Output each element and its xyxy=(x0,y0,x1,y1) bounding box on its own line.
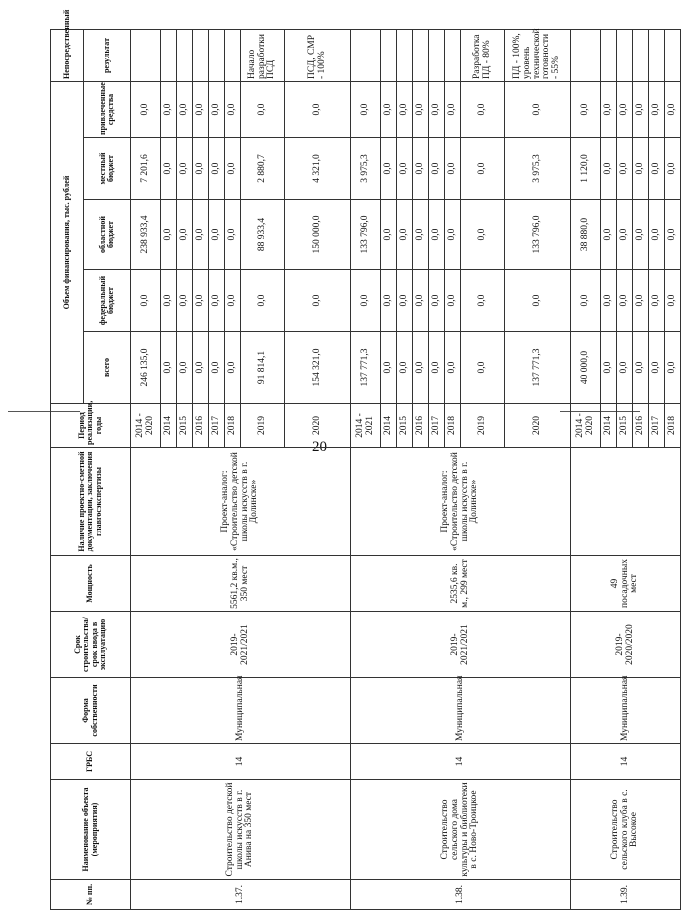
header-period: Период реализации, годы xyxy=(51,404,131,448)
cell-local: 0,0 xyxy=(633,138,649,200)
project-design: Проект-аналог: «Строительство детской школы искусств в г. Долинске» xyxy=(351,448,571,556)
cell-federal: 0,0 xyxy=(665,270,681,332)
cell-local: 0,0 xyxy=(461,138,505,200)
cell-local: 0,0 xyxy=(617,138,633,200)
cell-regional: 88 933,4 xyxy=(241,200,285,270)
cell-federal: 0,0 xyxy=(571,270,601,332)
cell-local: 3 975,3 xyxy=(505,138,571,200)
cell-federal: 0,0 xyxy=(177,270,193,332)
cell-federal: 0,0 xyxy=(209,270,225,332)
cell-total: 0,0 xyxy=(177,332,193,404)
project-name: Строительство сельского дома культуры и библиотеки в с. Ново-Троицкое xyxy=(351,780,571,880)
cell-local: 4 321,0 xyxy=(285,138,351,200)
header-name: Наименование объекта (мероприятия) xyxy=(51,780,131,880)
cell-regional: 0,0 xyxy=(649,200,665,270)
project-num: 1.37. xyxy=(131,880,351,910)
cell-federal: 0,0 xyxy=(601,270,617,332)
financing-table xyxy=(50,9,681,910)
cell-other: 0,0 xyxy=(665,82,681,138)
cell-federal: 0,0 xyxy=(381,270,397,332)
cell-total: 0,0 xyxy=(429,332,445,404)
project-term: 2019-2020/2020 xyxy=(571,612,681,678)
cell-federal: 0,0 xyxy=(285,270,351,332)
cell-period: 2014 xyxy=(381,404,397,448)
project-grbs: 14 xyxy=(351,744,571,780)
cell-period: 2014 - 2020 xyxy=(571,404,601,448)
header-result: результат xyxy=(84,30,131,82)
header-ownership: Форма собственности xyxy=(51,678,131,744)
cell-result xyxy=(131,30,161,82)
cell-total: 0,0 xyxy=(225,332,241,404)
cell-result xyxy=(601,30,617,82)
cell-result xyxy=(633,30,649,82)
cell-local: 0,0 xyxy=(649,138,665,200)
cell-local: 3 975,3 xyxy=(351,138,381,200)
cell-federal: 0,0 xyxy=(429,270,445,332)
cell-result: ПСД, СМР - 100% xyxy=(285,30,351,82)
cell-other: 0,0 xyxy=(381,82,397,138)
cell-total: 0,0 xyxy=(601,332,617,404)
cell-total: 154 321,0 xyxy=(285,332,351,404)
project-design: Проект-аналог: «Строительство детской школы искусств в г. Долинске» xyxy=(131,448,351,556)
header-total: всего xyxy=(84,332,131,404)
cell-result xyxy=(617,30,633,82)
cell-result: Разработка ПД - 80% xyxy=(461,30,505,82)
cell-regional: 38 880,0 xyxy=(571,200,601,270)
header-regional: областной бюджет xyxy=(84,200,131,270)
cell-federal: 0,0 xyxy=(413,270,429,332)
cell-period: 2017 xyxy=(209,404,225,448)
cell-period: 2017 xyxy=(649,404,665,448)
page-number: 20 xyxy=(312,439,327,455)
cell-local: 0,0 xyxy=(665,138,681,200)
cell-local: 7 201,6 xyxy=(131,138,161,200)
cell-other: 0,0 xyxy=(351,82,381,138)
cell-local: 0,0 xyxy=(177,138,193,200)
project-capacity: 49 посадочных мест xyxy=(571,556,681,612)
cell-period: 2014 xyxy=(601,404,617,448)
cell-other: 0,0 xyxy=(209,82,225,138)
cell-other: 0,0 xyxy=(241,82,285,138)
cell-local: 0,0 xyxy=(225,138,241,200)
header-other: привлеченные средства xyxy=(84,82,131,138)
cell-period: 2018 xyxy=(665,404,681,448)
cell-federal: 0,0 xyxy=(633,270,649,332)
table-body xyxy=(131,30,681,910)
cell-result xyxy=(571,30,601,82)
cell-regional: 0,0 xyxy=(429,200,445,270)
cell-period: 2020 xyxy=(285,404,351,448)
cell-regional: 0,0 xyxy=(665,200,681,270)
header-term: Срок строительства/срок ввода в эксплуатацию xyxy=(51,612,131,678)
cell-federal: 0,0 xyxy=(131,270,161,332)
cell-other: 0,0 xyxy=(649,82,665,138)
cell-period: 2020 xyxy=(505,404,571,448)
cell-regional: 133 796,0 xyxy=(505,200,571,270)
project-num: 1.38. xyxy=(351,880,571,910)
cell-period: 2015 xyxy=(397,404,413,448)
cell-regional: 0,0 xyxy=(225,200,241,270)
cell-result xyxy=(649,30,665,82)
cell-period: 2018 xyxy=(225,404,241,448)
cell-period: 2016 xyxy=(413,404,429,448)
cell-total: 91 814,1 xyxy=(241,332,285,404)
cell-local: 0,0 xyxy=(209,138,225,200)
cell-result xyxy=(445,30,461,82)
cell-local: 1 120,0 xyxy=(571,138,601,200)
cell-total: 40 000,0 xyxy=(571,332,601,404)
cell-total: 0,0 xyxy=(665,332,681,404)
cell-period: 2016 xyxy=(633,404,649,448)
header-grbs: ГРБС xyxy=(51,744,131,780)
cell-total: 0,0 xyxy=(381,332,397,404)
cell-local: 0,0 xyxy=(381,138,397,200)
cell-total: 0,0 xyxy=(209,332,225,404)
cell-period: 2018 xyxy=(445,404,461,448)
cell-local: 0,0 xyxy=(193,138,209,200)
cell-other: 0,0 xyxy=(571,82,601,138)
cell-result: ПД - 100%, уровень технической готовности - 55% xyxy=(505,30,571,82)
table-row xyxy=(571,30,601,910)
project-ownership: Муниципальная xyxy=(351,678,571,744)
cell-federal: 0,0 xyxy=(241,270,285,332)
cell-total: 0,0 xyxy=(161,332,177,404)
cell-result xyxy=(161,30,177,82)
cell-regional: 238 933,4 xyxy=(131,200,161,270)
cell-result xyxy=(193,30,209,82)
cell-federal: 0,0 xyxy=(617,270,633,332)
cell-regional: 0,0 xyxy=(381,200,397,270)
cell-other: 0,0 xyxy=(131,82,161,138)
cell-total: 0,0 xyxy=(461,332,505,404)
cell-regional: 0,0 xyxy=(445,200,461,270)
header-num: № пп. xyxy=(51,880,131,910)
cell-period: 2015 xyxy=(617,404,633,448)
cell-total: 0,0 xyxy=(617,332,633,404)
cell-local: 0,0 xyxy=(445,138,461,200)
cell-total: 0,0 xyxy=(397,332,413,404)
header-federal: федеральный бюджет xyxy=(84,270,131,332)
cell-other: 0,0 xyxy=(177,82,193,138)
table-row xyxy=(131,30,161,910)
cell-total: 0,0 xyxy=(633,332,649,404)
project-name: Строительство сельского клуба в с. Высокое xyxy=(571,780,681,880)
project-num: 1.39. xyxy=(571,880,681,910)
cell-period: 2014 - 2021 xyxy=(351,404,381,448)
cell-result xyxy=(665,30,681,82)
rotated-table-sheet xyxy=(50,9,677,910)
project-term: 2019-2021/2021 xyxy=(351,612,571,678)
cell-result xyxy=(381,30,397,82)
cell-result xyxy=(429,30,445,82)
cell-result xyxy=(225,30,241,82)
cell-federal: 0,0 xyxy=(649,270,665,332)
cell-local: 0,0 xyxy=(161,138,177,200)
cell-local: 0,0 xyxy=(413,138,429,200)
cell-result: Начало разработки ПСД xyxy=(241,30,285,82)
cell-period: 2014 xyxy=(161,404,177,448)
header-capacity: Мощность xyxy=(51,556,131,612)
project-capacity: 5561,2 кв.м., 350 мест xyxy=(131,556,351,612)
cell-period: 2019 xyxy=(241,404,285,448)
cell-other: 0,0 xyxy=(161,82,177,138)
cell-total: 137 771,3 xyxy=(351,332,381,404)
cell-other: 0,0 xyxy=(505,82,571,138)
project-capacity: 2535,6 кв. м., 299 мест xyxy=(351,556,571,612)
cell-total: 0,0 xyxy=(445,332,461,404)
project-ownership: Муниципальная xyxy=(571,678,681,744)
cell-federal: 0,0 xyxy=(397,270,413,332)
cell-regional: 0,0 xyxy=(177,200,193,270)
cell-regional: 0,0 xyxy=(397,200,413,270)
cell-regional: 150 000,0 xyxy=(285,200,351,270)
cell-federal: 0,0 xyxy=(161,270,177,332)
cell-federal: 0,0 xyxy=(445,270,461,332)
cell-other: 0,0 xyxy=(617,82,633,138)
project-ownership: Муниципальная xyxy=(131,678,351,744)
project-grbs: 14 xyxy=(131,744,351,780)
cell-federal: 0,0 xyxy=(193,270,209,332)
header-design: Наличие проектно-сметной документации, заключения главгосэкспертизы xyxy=(51,448,131,556)
cell-other: 0,0 xyxy=(397,82,413,138)
cell-other: 0,0 xyxy=(633,82,649,138)
cell-other: 0,0 xyxy=(429,82,445,138)
cell-result xyxy=(177,30,193,82)
cell-federal: 0,0 xyxy=(461,270,505,332)
cell-federal: 0,0 xyxy=(351,270,381,332)
cell-regional: 0,0 xyxy=(413,200,429,270)
cell-regional: 0,0 xyxy=(461,200,505,270)
cell-total: 0,0 xyxy=(649,332,665,404)
cell-total: 0,0 xyxy=(193,332,209,404)
cell-period: 2017 xyxy=(429,404,445,448)
project-term: 2019-2021/2021 xyxy=(131,612,351,678)
cell-regional: 133 796,0 xyxy=(351,200,381,270)
header-financing: Объем финансирования, тыс. рублей xyxy=(51,82,84,404)
cell-period: 2014 - 2020 xyxy=(131,404,161,448)
cell-other: 0,0 xyxy=(413,82,429,138)
cell-period: 2016 xyxy=(193,404,209,448)
cell-other: 0,0 xyxy=(601,82,617,138)
cell-regional: 0,0 xyxy=(633,200,649,270)
cell-local: 0,0 xyxy=(601,138,617,200)
header-local: местный бюджет xyxy=(84,138,131,200)
cell-regional: 0,0 xyxy=(617,200,633,270)
cell-federal: 0,0 xyxy=(225,270,241,332)
cell-regional: 0,0 xyxy=(193,200,209,270)
cell-regional: 0,0 xyxy=(161,200,177,270)
project-design xyxy=(571,448,681,556)
cell-period: 2015 xyxy=(177,404,193,448)
cell-other: 0,0 xyxy=(461,82,505,138)
cell-other: 0,0 xyxy=(445,82,461,138)
cell-regional: 0,0 xyxy=(601,200,617,270)
cell-total: 137 771,3 xyxy=(505,332,571,404)
cell-result xyxy=(209,30,225,82)
cell-result xyxy=(413,30,429,82)
cell-other: 0,0 xyxy=(225,82,241,138)
cell-total: 0,0 xyxy=(413,332,429,404)
cell-local: 0,0 xyxy=(429,138,445,200)
project-name: Строительство детской школы искусств в г. Анива на 350 мест xyxy=(131,780,351,880)
cell-federal: 0,0 xyxy=(505,270,571,332)
header-result-group: Непосредственный xyxy=(51,30,84,82)
cell-total: 246 135,0 xyxy=(131,332,161,404)
cell-period: 2019 xyxy=(461,404,505,448)
cell-result xyxy=(397,30,413,82)
cell-local: 2 880,7 xyxy=(241,138,285,200)
cell-result xyxy=(351,30,381,82)
table-row xyxy=(351,30,381,910)
project-grbs: 14 xyxy=(571,744,681,780)
cell-regional: 0,0 xyxy=(209,200,225,270)
cell-other: 0,0 xyxy=(285,82,351,138)
cell-local: 0,0 xyxy=(397,138,413,200)
cell-other: 0,0 xyxy=(193,82,209,138)
